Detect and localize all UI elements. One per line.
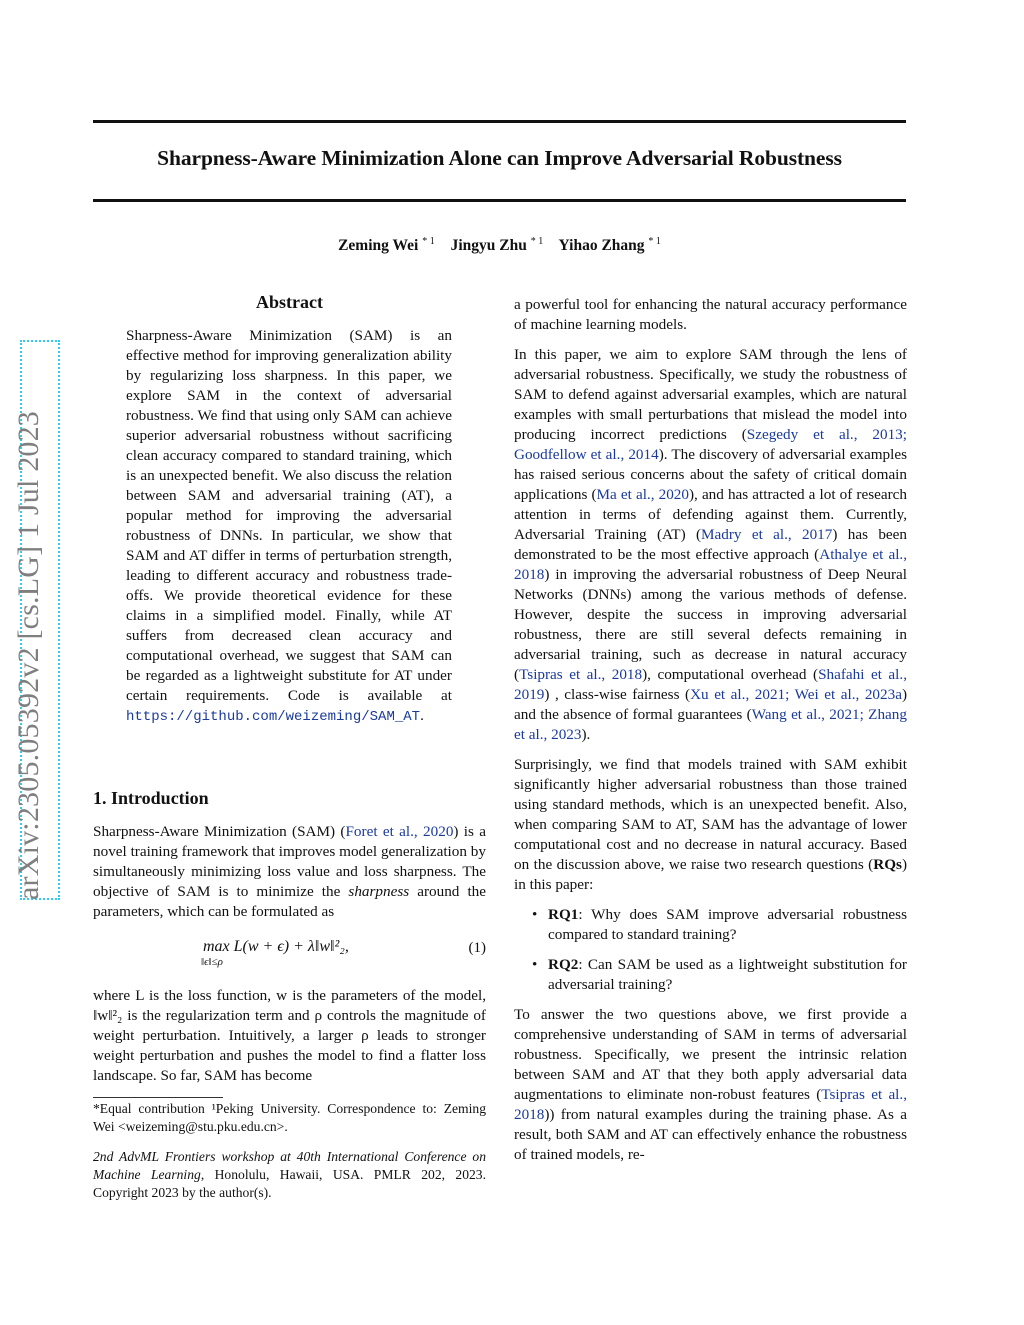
text-run: ) has been demonstrated to be the most effective approach ( [514, 526, 907, 563]
author-name: Zeming Wei [338, 237, 419, 255]
abstract-end: . [420, 707, 424, 724]
footnote-rule [93, 1097, 223, 1098]
equation-1 [93, 938, 486, 972]
section-heading: 1. Introduction [93, 788, 209, 808]
intro-paragraph-1 [93, 822, 486, 922]
citation-link[interactable]: Szegedy et al., 2013; Goodfellow et al., 2014 [514, 426, 907, 463]
code-link[interactable]: https://github.com/weizeming/SAM_AT [126, 709, 421, 725]
citation-link[interactable]: Xu et al., 2021; Wei et al., 2023a [690, 686, 902, 703]
list-item [514, 955, 907, 995]
text-run: ) is a novel training framework that improves model generalization by simultaneously minimizing loss value and loss sharpness. The objective of SAM is to minimize the [93, 823, 487, 900]
emphasis: sharpness [348, 883, 410, 900]
equation-number: (1) [468, 940, 486, 956]
text-run: ), and has attracted a lot of research attention in terms of defending against them. Currently, Adversarial Training (AT) ( [514, 486, 907, 543]
author-marks: * 1 [530, 236, 544, 247]
rq-label: RQ2 [548, 956, 579, 973]
abstract-text: Sharpness-Aware Minimization (SAM) is an effective method for improving generalization ability by regularizing loss sharpness. In this paper, we explore SAM in the context of adversarial robustness. We find that using only SAM can achieve superior adversarial robustness without sacrificing clean accuracy compared to standard training, which is an unexpected benefit. We also discuss the relation between SAM and adversarial training (AT), a popular method for improving the adversarial robustness of DNNs. In particular, we show that SAM and AT differ in terms of perturbation strength, leading to different accuracy and robustness trade-offs. We provide theoretical evidence for these claims in a simplified model. Finally, while AT suffers from decreased clean accuracy and computational overhead, we suggest that SAM can be regarded as a lightweight substitute for AT under certain requirements. Code is available at [126, 327, 452, 704]
text-run: ), computational overhead ( [642, 666, 819, 683]
equation-body: max L(w + ϵ) + λ‖w‖²₂, [203, 938, 349, 955]
citation-link[interactable]: Foret et al., 2020 [345, 823, 454, 840]
citation-link[interactable]: Athalye et al., 2018 [514, 546, 908, 583]
author-marks: * 1 [648, 236, 661, 247]
author-marks: * 1 [422, 236, 435, 247]
citation-link[interactable]: Tsipras et al., 2018 [514, 1086, 908, 1123]
author-name: Yihao Zhang [558, 237, 645, 255]
rq-text: : Can SAM be used as a lightweight substitution for adversarial training? [548, 956, 907, 993]
citation-link[interactable]: Tsipras et al., 2018 [519, 666, 643, 683]
research-questions [514, 905, 907, 995]
citation-link[interactable]: Madry et al., 2017 [701, 526, 833, 543]
right-column [514, 295, 907, 1175]
title-top-rule [93, 120, 906, 123]
paragraph [514, 1005, 907, 1165]
list-item [514, 905, 907, 945]
text-run: ) , class-wise fairness ( [544, 686, 691, 703]
paper-title: Sharpness-Aware Minimization Alone can Improve Adversarial Robustness [157, 146, 842, 170]
text-run: Surprisingly, we find that models trained with SAM exhibit significantly higher adversarial robustness than those trained using standard methods, which is an unexpected benefit. Also, when comparing SAM to AT, SAM has the advantage of lower computational cost and no decrease in natural accuracy. Based on the discussion above, we raise two research questions ( [514, 756, 907, 873]
author-list [93, 236, 906, 255]
venue-details: , Honolulu, Hawaii, USA. PMLR 202, 2023. Copyright 2023 by the author(s). [93, 1167, 486, 1200]
text-run: To answer the two questions above, we first provide a comprehensive understanding of SAM in terms of adversarial robustness. Specifically, we present the intrinsic relation between SAM and AT that they both apply adversarial data augmentations to eliminate non-robust features ( [514, 1006, 907, 1103]
author-name: Jingyu Zhu [450, 237, 527, 255]
citation-link[interactable]: Shafahi et al., 2019 [514, 666, 907, 703]
footnote-equal: *Equal contribution ¹Peking University. Correspondence to: Zeming Wei <weizeming@stu.pku.edu.cn>. [93, 1101, 486, 1134]
text-run: ) in improving the adversarial robustness of Deep Neural Networks (DNNs) among the various methods of defense. However, despite the success in improving adversarial robustness, there are still several defects remaining in adversarial training, such as decrease in natural accuracy ( [514, 566, 907, 683]
rq-label: RQ1 [548, 906, 579, 923]
text-run: around the parameters, which can be formulated as [93, 883, 487, 920]
paragraph: a powerful tool for enhancing the natural accuracy performance of machine learning models. [514, 296, 907, 333]
text-run: In this paper, we aim to explore SAM through the lens of adversarial robustness. Specifically, we study the robustness of SAM to defend against adversarial examples, which are natural examples with small perturbations that mislead the model into producing incorrect predictions ( [514, 346, 907, 443]
rq-text: : Why does SAM improve adversarial robustness compared to standard training? [548, 906, 907, 943]
abstract-heading: Abstract [256, 292, 323, 312]
arxiv-stamp[interactable]: arXiv:2305.05392v2 [cs.LG] 1 Jul 2023 [12, 410, 45, 900]
text-run: ) and the absence of formal guarantees ( [514, 686, 908, 723]
title-bottom-rule [93, 199, 906, 202]
citation-link[interactable]: Wang et al., 2021; Zhang et al., 2023 [514, 706, 907, 743]
text-run: ). The discovery of adversarial examples has raised serious concerns about the safety of critical domain applications ( [514, 446, 907, 503]
paragraph [514, 755, 907, 895]
intro-paragraph-2: where L is the loss function, w is the parameters of the model, ‖w‖²₂ is the regularization term and ρ controls the magnitude of weight perturbation. Intuitively, a larger ρ leads to stronger weight perturbation and pushes the model to find a flatter loss landscape. So far, SAM has become [93, 987, 486, 1084]
venue-name: 2nd AdvML Frontiers workshop at 40th International Conference on Machine Learning [93, 1149, 486, 1182]
abstract-body [126, 326, 452, 727]
bold-term: RQs [873, 856, 902, 873]
footnote-venue [93, 1148, 486, 1202]
paragraph [514, 345, 907, 745]
text-run: ). [581, 726, 591, 743]
text-run: Sharpness-Aware Minimization (SAM) ( [93, 823, 346, 840]
citation-link[interactable]: Ma et al., 2020 [596, 486, 689, 503]
equation-subscript: ‖ϵ‖≤ρ [201, 956, 223, 968]
text-run: ) in this paper: [514, 856, 907, 893]
text-run: )) from natural examples during the training phase. As a result, both SAM and AT can effectively enhance the robustness of trained models, re- [514, 1106, 907, 1163]
